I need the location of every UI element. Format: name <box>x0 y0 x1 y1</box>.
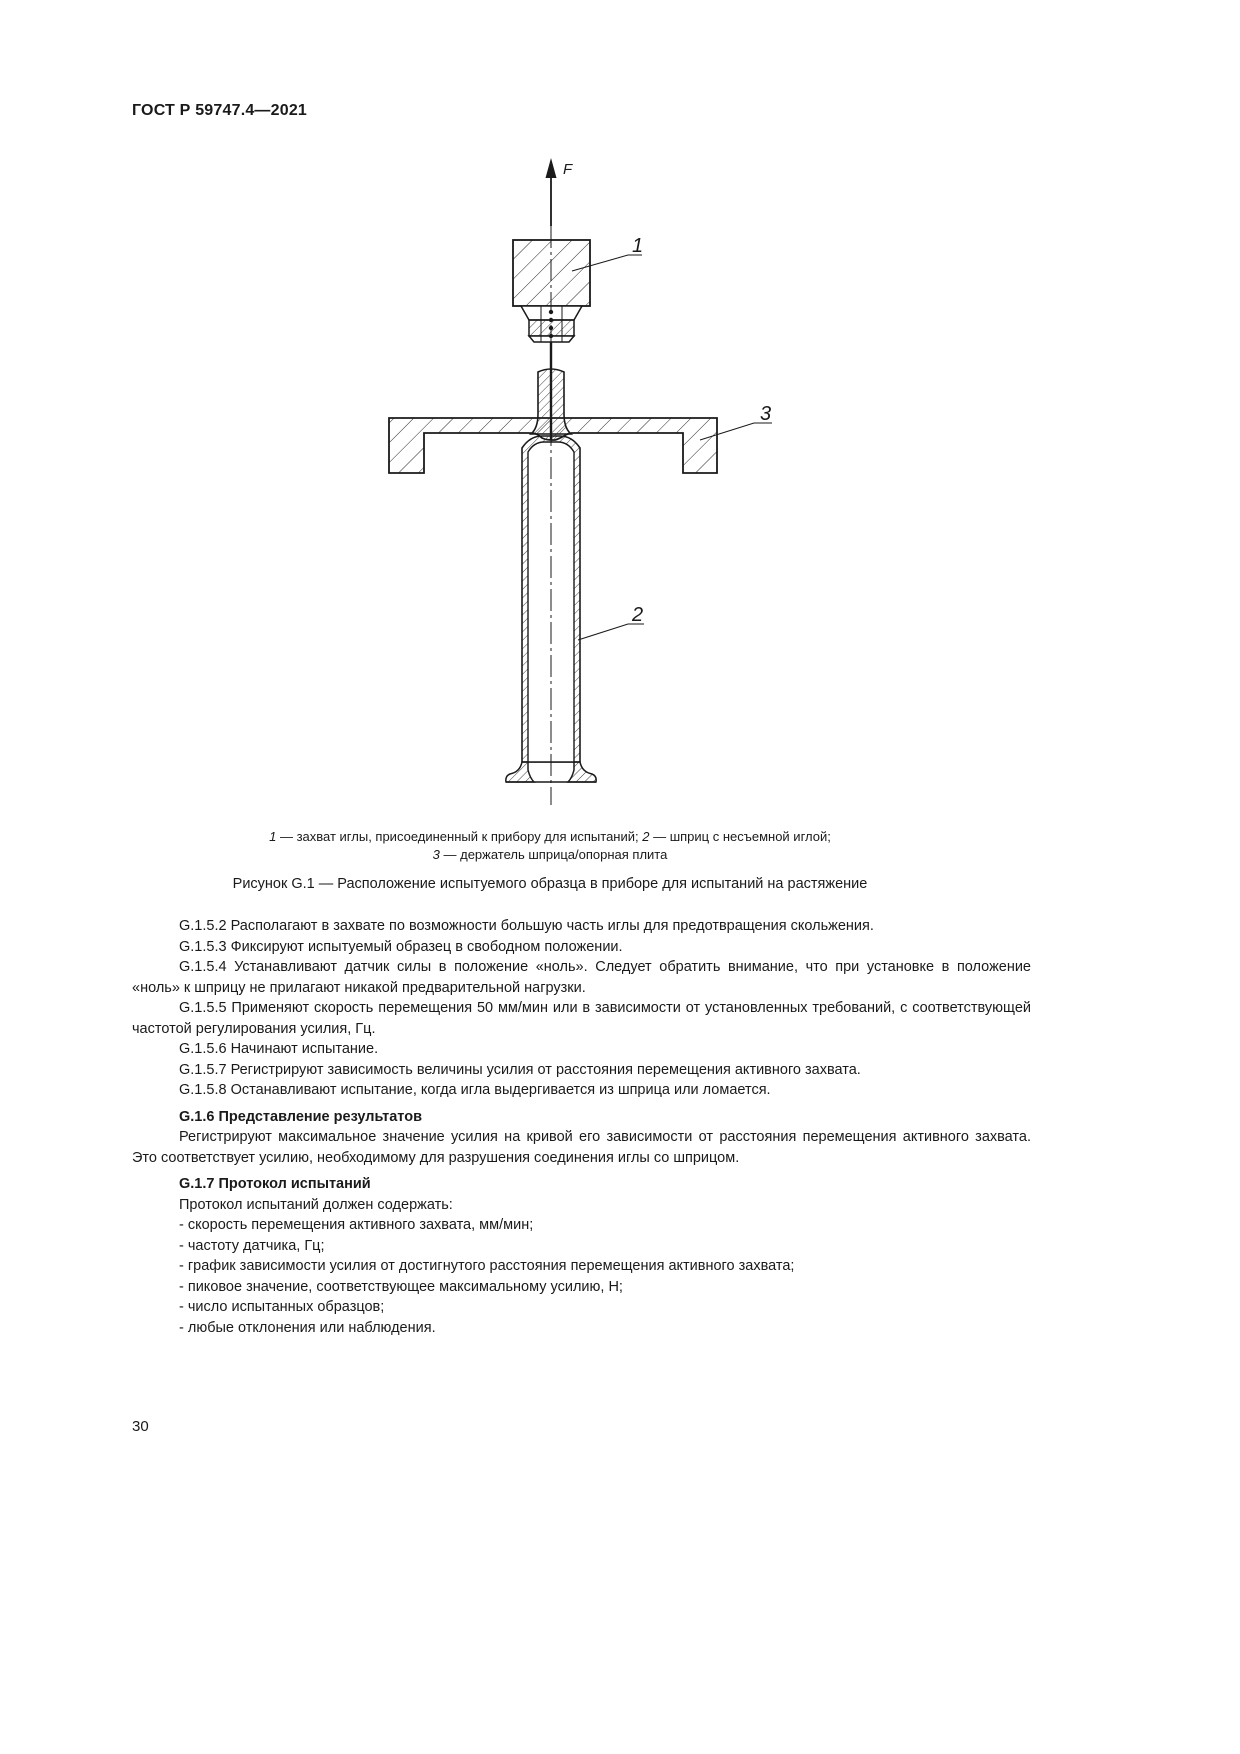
paragraph-g152: G.1.5.2 Располагают в захвате по возможности большую часть иглы для предотвращения скольжения. <box>179 918 874 934</box>
callout-leaders <box>572 255 772 640</box>
callout-2: 2 <box>632 604 644 626</box>
paragraph-g155: G.1.5.5 Применяют скорость перемещения 50 мм/мин или в зависимости от установленных требований, с соответствующей частотой регулирования усилия, Гц. <box>132 1000 1031 1037</box>
legend-line-1 <box>0 828 1100 846</box>
document-code: ГОСТ Р 59747.4—2021 <box>132 102 308 119</box>
callout-1: 1 <box>632 235 644 257</box>
paragraph-g156: G.1.5.6 Начинают испытание. <box>179 1041 379 1057</box>
legend-num-1: 1 <box>269 829 277 844</box>
legend-text-2: — шприц с несъемной иглой; <box>649 829 831 844</box>
list-item: - график зависимости усилия от достигнутого расстояния перемещения активного захвата; <box>179 1258 795 1274</box>
legend-text-3: — держатель шприца/опорная плита <box>439 847 668 862</box>
paragraph-g153: G.1.5.3 Фиксируют испытуемый образец в свободном положении. <box>179 938 623 955</box>
list-item: - любые отклонения или наблюдения. <box>179 1319 436 1336</box>
paragraph-g154: G.1.5.4 Устанавливают датчик силы в положение «ноль». Следует обратить внимание, что при установке в положение «ноль» к шприцу не прилагают никакой предварительной нагрузки. <box>132 959 1031 996</box>
paragraph-g16: Регистрируют максимальное значение усилия на кривой его зависимости от расстояния перемещения активного захвата. Это соответствует усилию, необходимому для разрушения соединения иглы со шприцом. <box>132 1129 1031 1166</box>
list-item: - скорость перемещения активного захвата, мм/мин; <box>179 1217 534 1233</box>
list-item: - пиковое значение, соответствующее максимальному усилию, Н; <box>179 1278 623 1295</box>
body-text <box>132 916 1031 1338</box>
figure-caption: Рисунок G.1 — Расположение испытуемого образца в приборе для испытаний на растяжение <box>232 876 868 892</box>
section-heading-g16: G.1.6 Представление результатов <box>179 1108 422 1125</box>
list-item: - число испытанных образцов; <box>179 1299 385 1315</box>
section-heading-g17: G.1.7 Протокол испытаний <box>179 1176 371 1192</box>
force-arrow <box>546 158 557 226</box>
paragraph-g17-intro: Протокол испытаний должен содержать: <box>179 1196 453 1213</box>
legend-line-2 <box>0 846 1100 864</box>
legend-text-1: — захват иглы, присоединенный к прибору для испытаний; <box>276 829 643 844</box>
paragraph-g157: G.1.5.7 Регистрируют зависимость величины усилия от расстояния перемещения активного захвата. <box>179 1061 861 1078</box>
legend-num-3: 3 <box>432 847 440 862</box>
legend-num-2: 2 <box>642 829 650 844</box>
list-item: - частоту датчика, Гц; <box>179 1237 325 1254</box>
figure-legend <box>0 828 1100 864</box>
test-setup-figure <box>0 150 1100 810</box>
force-label: F <box>563 161 573 178</box>
callout-3: 3 <box>760 403 772 425</box>
page-number: 30 <box>132 1418 149 1435</box>
paragraph-g158: G.1.5.8 Останавливают испытание, когда игла выдергивается из шприца или ломается. <box>179 1082 771 1098</box>
